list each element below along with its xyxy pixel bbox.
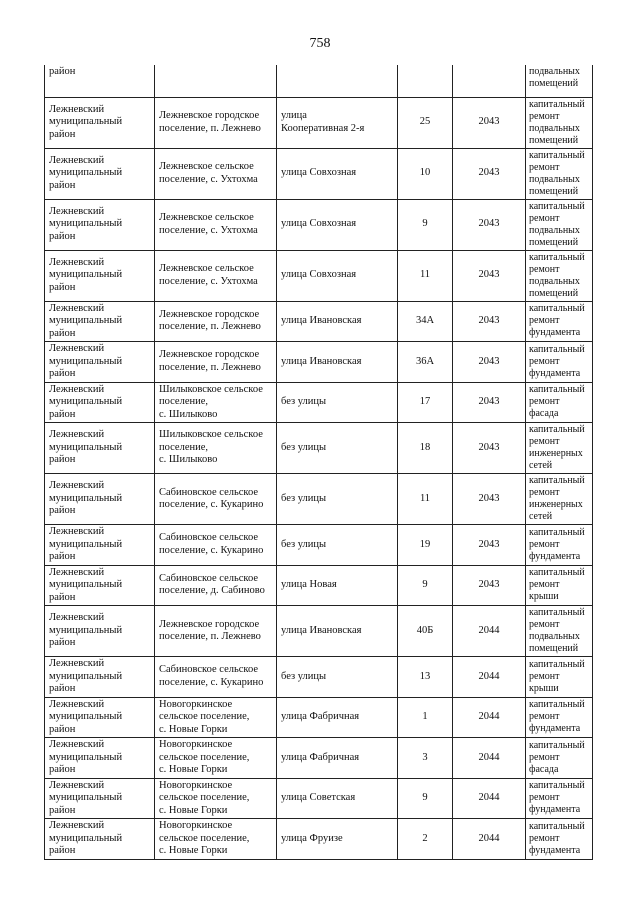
house-number-text: 9	[422, 579, 428, 590]
street-cell	[277, 199, 398, 250]
district-cell	[45, 423, 155, 474]
settlement-cell	[155, 423, 277, 474]
district-cell	[45, 250, 155, 301]
district-cell	[45, 525, 155, 566]
street-text: улица Совхозная	[281, 218, 357, 230]
street-cell	[277, 97, 398, 148]
table-row	[45, 199, 593, 250]
work-type-text: капитальный ремонт фундамента	[529, 780, 585, 816]
street-cell	[277, 148, 398, 199]
work-type-text: капитальный ремонт фасада	[529, 384, 585, 420]
year-cell	[453, 778, 526, 819]
house-number-text: 1	[422, 711, 428, 722]
settlement-text: Лежневское городское поселение, п. Лежнево	[159, 349, 261, 373]
settlement-text: Сабиновское сельское поселение, с. Кукарино	[159, 486, 264, 510]
house-number-text: 17	[419, 396, 431, 407]
settlement-cell	[155, 738, 277, 779]
settlement-cell	[155, 657, 277, 698]
settlement-cell	[155, 301, 277, 342]
year-text: 2043	[478, 315, 500, 326]
year-text: 2043	[478, 441, 500, 453]
settlement-text: Лежневское сельское поселение, с. Ухтохма	[159, 263, 258, 287]
settlement-text: Лежневское городское поселение, п. Лежнево	[159, 308, 261, 333]
settlement-text: Лежневское городское поселение, п. Лежнево	[159, 618, 261, 642]
settlement-cell	[155, 342, 277, 383]
year-cell	[453, 250, 526, 301]
street-text: без улицы	[281, 396, 327, 407]
district-cell	[45, 65, 155, 97]
table-row	[45, 778, 593, 819]
work-type-cell	[526, 199, 593, 250]
year-cell	[453, 148, 526, 199]
year-text: 2044	[478, 670, 500, 682]
work-type-cell	[526, 423, 593, 474]
house-number-cell	[398, 565, 453, 606]
year-text: 2044	[478, 624, 500, 636]
street-text: улица Совхозная	[281, 269, 357, 281]
district-cell	[45, 382, 155, 423]
year-cell	[453, 738, 526, 779]
district-text: район	[49, 66, 76, 77]
work-type-cell	[526, 65, 593, 97]
settlement-text: Сабиновское сельское поселение, с. Кукарино	[159, 532, 264, 556]
street-cell	[277, 697, 398, 738]
year-text: 2044	[478, 792, 500, 803]
street-cell	[277, 65, 398, 97]
settlement-text: Шилыковское сельское поселение, с. Шилыково	[159, 429, 263, 466]
settlement-cell	[155, 65, 277, 97]
work-type-text: капитальный ремонт инженерных сетей	[529, 475, 585, 522]
street-text: без улицы	[281, 441, 327, 453]
district-text: Лежневский муниципальный район	[49, 526, 123, 562]
district-cell	[45, 199, 155, 250]
work-type-text: капитальный ремонт фундамента	[529, 343, 585, 379]
street-cell	[277, 250, 398, 301]
year-text: 2043	[478, 396, 500, 407]
street-text: улица Фруизе	[281, 832, 343, 844]
table-row	[45, 525, 593, 566]
house-number-text: 34А	[415, 315, 435, 326]
house-number-cell	[398, 250, 453, 301]
street-text: улица Новая	[281, 579, 337, 590]
district-text: Лежневский муниципальный район	[49, 302, 123, 339]
house-number-cell	[398, 97, 453, 148]
work-type-cell	[526, 250, 593, 301]
house-number-cell	[398, 738, 453, 779]
house-number-cell	[398, 423, 453, 474]
street-cell	[277, 342, 398, 383]
year-text: 2044	[478, 751, 500, 763]
page-number: 758	[309, 36, 331, 51]
district-cell	[45, 342, 155, 383]
settlement-cell	[155, 250, 277, 301]
district-cell	[45, 565, 155, 606]
street-text: улица Фабричная	[281, 711, 360, 722]
work-type-text: капитальный ремонт крыши	[529, 658, 585, 694]
settlement-text: Лежневское городское поселение, п. Лежнево	[159, 110, 261, 134]
settlement-cell	[155, 148, 277, 199]
house-number-cell	[398, 199, 453, 250]
district-cell	[45, 657, 155, 698]
district-text: Лежневский муниципальный район	[49, 205, 123, 242]
street-cell	[277, 819, 398, 860]
work-type-cell	[526, 525, 593, 566]
work-type-cell	[526, 342, 593, 383]
settlement-cell	[155, 97, 277, 148]
settlement-text: Лежневское сельское поселение, с. Ухтохма	[159, 212, 258, 236]
work-type-cell	[526, 819, 593, 860]
house-number-text: 10	[419, 167, 431, 179]
street-cell	[277, 738, 398, 779]
table-row	[45, 382, 593, 423]
settlement-text: Новогоркинское сельское поселение, с. Новые Горки	[159, 820, 250, 856]
district-text: Лежневский муниципальный район	[49, 480, 123, 517]
work-type-text: капитальный ремонт крыши	[529, 567, 585, 603]
settlement-cell	[155, 382, 277, 423]
year-text: 2043	[478, 218, 500, 230]
year-cell	[453, 606, 526, 657]
district-text: Лежневский муниципальный район	[49, 256, 123, 293]
settlement-cell	[155, 819, 277, 860]
work-type-text: капитальный ремонт фасада	[529, 739, 585, 775]
table-row	[45, 65, 593, 97]
street-text: без улицы	[281, 670, 327, 682]
year-text: 2043	[478, 269, 500, 281]
house-number-text: 36А	[415, 355, 435, 367]
table-row	[45, 342, 593, 383]
house-number-text: 13	[419, 670, 431, 682]
work-type-cell	[526, 565, 593, 606]
work-type-text: капитальный ремонт подвальных помещений	[529, 149, 585, 197]
work-type-text: капитальный ремонт подвальных помещений	[529, 251, 585, 299]
house-number-text: 2	[422, 832, 428, 844]
district-cell	[45, 97, 155, 148]
work-type-cell	[526, 738, 593, 779]
house-number-cell	[398, 342, 453, 383]
district-text: Лежневский муниципальный район	[49, 343, 123, 379]
street-cell	[277, 474, 398, 525]
year-cell	[453, 423, 526, 474]
house-number-text: 11	[419, 269, 431, 281]
house-number-text: 9	[422, 218, 428, 230]
settlement-cell	[155, 199, 277, 250]
year-text: 2044	[478, 832, 500, 844]
house-number-text: 25	[419, 116, 431, 128]
work-type-cell	[526, 301, 593, 342]
year-text: 2043	[478, 167, 500, 179]
street-cell	[277, 778, 398, 819]
house-number-cell	[398, 65, 453, 97]
table-row	[45, 423, 593, 474]
table-row	[45, 606, 593, 657]
settlement-text: Новогоркинское сельское поселение, с. Новые Горки	[159, 739, 250, 775]
settlement-text: Лежневское сельское поселение, с. Ухтохма	[159, 161, 258, 185]
house-number-text: 19	[419, 538, 431, 550]
district-text: Лежневский муниципальный район	[49, 739, 123, 775]
district-text: Лежневский муниципальный район	[49, 820, 123, 856]
work-type-text: подвальных помещений	[529, 66, 580, 89]
work-type-cell	[526, 778, 593, 819]
work-type-text: капитальный ремонт фундамента	[529, 526, 585, 562]
district-cell	[45, 474, 155, 525]
settlement-text: Сабиновское сельское поселение, д. Сабиново	[159, 572, 265, 597]
work-type-cell	[526, 97, 593, 148]
house-number-cell	[398, 819, 453, 860]
house-number-text: 11	[419, 492, 431, 504]
table-row	[45, 697, 593, 738]
house-number-cell	[398, 301, 453, 342]
district-cell	[45, 606, 155, 657]
work-type-text: капитальный ремонт подвальных помещений	[529, 200, 585, 248]
year-cell	[453, 301, 526, 342]
district-text: Лежневский муниципальный район	[49, 429, 123, 466]
house-number-cell	[398, 382, 453, 423]
settlement-cell	[155, 525, 277, 566]
year-cell	[453, 199, 526, 250]
work-type-text: капитальный ремонт подвальных помещений	[529, 607, 585, 654]
street-text: улица Совхозная	[281, 167, 357, 179]
year-cell	[453, 65, 526, 97]
house-number-cell	[398, 778, 453, 819]
year-cell	[453, 97, 526, 148]
settlement-cell	[155, 565, 277, 606]
street-text: улица Ивановская	[281, 315, 362, 326]
work-type-text: капитальный ремонт фундамента	[529, 699, 585, 735]
district-cell	[45, 819, 155, 860]
street-cell	[277, 565, 398, 606]
year-cell	[453, 525, 526, 566]
table-row	[45, 819, 593, 860]
street-cell	[277, 657, 398, 698]
district-text: Лежневский муниципальный район	[49, 383, 123, 420]
street-cell	[277, 423, 398, 474]
year-cell	[453, 474, 526, 525]
district-text: Лежневский муниципальный район	[49, 154, 123, 191]
street-cell	[277, 382, 398, 423]
district-text: Лежневский муниципальный район	[49, 698, 123, 735]
house-number-text: 9	[422, 792, 428, 803]
table-row	[45, 250, 593, 301]
district-cell	[45, 738, 155, 779]
street-text: без улицы	[281, 538, 327, 550]
table-row	[45, 565, 593, 606]
year-text: 2044	[478, 711, 500, 722]
table-row	[45, 657, 593, 698]
year-cell	[453, 657, 526, 698]
work-type-cell	[526, 657, 593, 698]
settlement-text: Новогоркинское сельское поселение, с. Новые Горки	[159, 779, 250, 816]
district-cell	[45, 301, 155, 342]
street-cell	[277, 525, 398, 566]
settlement-cell	[155, 778, 277, 819]
settlement-cell	[155, 606, 277, 657]
street-text: улица Кооперативная 2-я	[281, 110, 365, 134]
work-type-text: капитальный ремонт инженерных сетей	[529, 424, 585, 471]
house-number-text: 3	[422, 751, 428, 763]
settlement-text: Сабиновское сельское поселение, с. Кукарино	[159, 664, 264, 688]
year-text: 2043	[478, 116, 500, 128]
district-text: Лежневский муниципальный район	[49, 779, 123, 816]
work-type-cell	[526, 697, 593, 738]
table-row	[45, 474, 593, 525]
house-number-cell	[398, 474, 453, 525]
work-type-text: капитальный ремонт подвальных помещений	[529, 98, 585, 146]
work-type-cell	[526, 606, 593, 657]
year-text: 2043	[478, 579, 500, 590]
settlement-cell	[155, 474, 277, 525]
table-row	[45, 148, 593, 199]
district-cell	[45, 148, 155, 199]
district-text: Лежневский муниципальный район	[49, 658, 123, 694]
work-type-text: капитальный ремонт фундамента	[529, 820, 585, 856]
house-number-cell	[398, 657, 453, 698]
street-cell	[277, 301, 398, 342]
district-text: Лежневский муниципальный район	[49, 103, 123, 140]
work-type-cell	[526, 474, 593, 525]
street-cell	[277, 606, 398, 657]
repair-schedule-table	[44, 65, 593, 860]
settlement-text: Шилыковское сельское поселение, с. Шилыково	[159, 383, 263, 420]
table-row	[45, 97, 593, 148]
house-number-text: 40Б	[416, 624, 434, 636]
year-cell	[453, 565, 526, 606]
district-cell	[45, 697, 155, 738]
street-text: улица Ивановская	[281, 624, 362, 636]
street-text: улица Советская	[281, 792, 356, 803]
work-type-text: капитальный ремонт фундамента	[529, 303, 585, 339]
year-cell	[453, 819, 526, 860]
house-number-cell	[398, 525, 453, 566]
table-row	[45, 301, 593, 342]
street-text: улица Ивановская	[281, 355, 362, 367]
district-text: Лежневский муниципальный район	[49, 566, 123, 603]
district-cell	[45, 778, 155, 819]
district-text: Лежневский муниципальный район	[49, 612, 123, 649]
year-cell	[453, 697, 526, 738]
year-cell	[453, 382, 526, 423]
table-row	[45, 738, 593, 779]
year-text: 2043	[478, 492, 500, 504]
settlement-cell	[155, 697, 277, 738]
house-number-cell	[398, 606, 453, 657]
year-text: 2043	[478, 355, 500, 367]
street-text: без улицы	[281, 492, 327, 504]
street-text: улица Фабричная	[281, 751, 360, 763]
year-text: 2043	[478, 538, 500, 550]
house-number-text: 18	[419, 441, 431, 453]
work-type-cell	[526, 148, 593, 199]
year-cell	[453, 342, 526, 383]
house-number-cell	[398, 697, 453, 738]
settlement-text: Новогоркинское сельское поселение, с. Новые Горки	[159, 698, 250, 735]
house-number-cell	[398, 148, 453, 199]
work-type-cell	[526, 382, 593, 423]
